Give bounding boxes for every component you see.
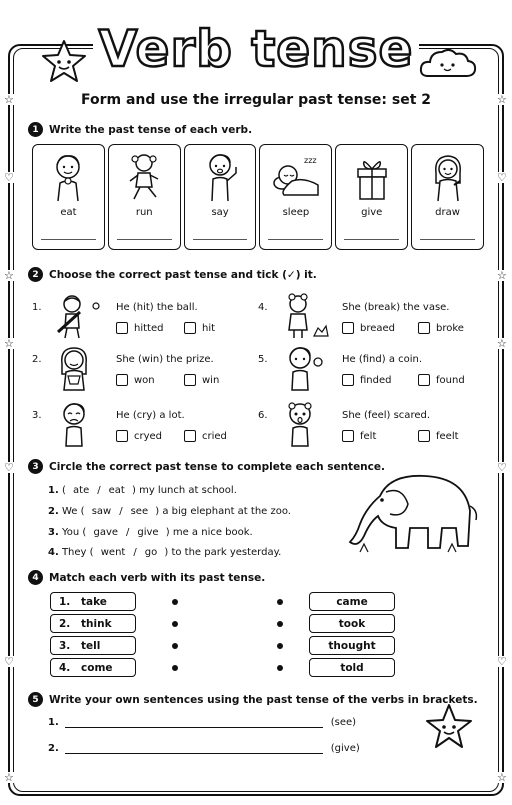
match-dot[interactable] [172, 665, 178, 671]
child-broken-vase-icon [276, 292, 332, 340]
section-number-badge: 4 [28, 570, 43, 585]
child-trophy-icon [50, 344, 106, 392]
star-icon: ☆ [497, 771, 507, 784]
match-dot[interactable] [172, 643, 178, 649]
section5-heading [28, 692, 478, 707]
section-number-badge: 1 [28, 122, 43, 137]
writing-input-line[interactable] [65, 718, 323, 728]
circle-sentence: 2. We ( saw / see ) a big elephant at the zoo. [48, 506, 291, 517]
child-eating-icon [46, 151, 90, 203]
question-number: 4. [258, 302, 268, 313]
child-waving-icon [198, 151, 242, 203]
match-verb-box[interactable]: 1. take [50, 592, 136, 611]
section-number-badge: 5 [28, 692, 43, 707]
choice-word[interactable]: gave [93, 527, 119, 538]
verb-label: draw [435, 207, 460, 218]
star-icon: ☆ [4, 93, 14, 106]
question-number: 5. [258, 354, 268, 365]
option-checkbox[interactable]: win [184, 374, 219, 386]
checkbox[interactable] [342, 430, 354, 442]
option-checkbox[interactable]: found [418, 374, 465, 386]
question-item [32, 300, 252, 350]
verb-card-run [108, 144, 181, 250]
answer-line[interactable] [344, 239, 399, 240]
option-checkbox[interactable]: felt [342, 430, 376, 442]
option-checkbox[interactable]: cryed [116, 430, 162, 442]
verb-card-give [335, 144, 408, 250]
choice-word[interactable]: go [144, 547, 158, 558]
match-verb-box[interactable]: 3. tell [50, 636, 136, 655]
choice-word[interactable]: give [137, 527, 159, 538]
star-icon: ☆ [4, 337, 14, 350]
circle-sentence: 3. You ( gave / give ) me a nice book. [48, 527, 253, 538]
star-icon: ☆ [497, 269, 507, 282]
heart-icon: ♡ [4, 655, 14, 668]
child-batting-icon [50, 292, 106, 340]
verb-label: eat [60, 207, 77, 218]
smiling-cloud-icon [418, 44, 478, 80]
writing-line: 1. (see) [48, 717, 357, 728]
heart-icon: ♡ [497, 171, 507, 184]
choice-word[interactable]: eat [108, 485, 125, 496]
sleep-zzz: zzz [303, 156, 317, 165]
child-running-icon [122, 151, 166, 203]
answer-line[interactable] [420, 239, 475, 240]
match-past-box[interactable]: came [309, 592, 395, 611]
question-sentence: He (cry) a lot. [116, 410, 185, 421]
question-number: 1. [32, 302, 42, 313]
match-dot[interactable] [172, 621, 178, 627]
circle-sentence: 1. ( ate / eat ) my lunch at school. [48, 485, 237, 496]
checkbox[interactable] [418, 430, 430, 442]
option-checkbox[interactable]: feelt [418, 430, 459, 442]
match-dot[interactable] [172, 599, 178, 605]
section-number-badge: 2 [28, 267, 43, 282]
match-past-box[interactable]: took [309, 614, 395, 633]
choice-word[interactable]: see [130, 506, 149, 517]
question-item [258, 408, 478, 458]
section1-instruction: Write the past tense of each verb. [49, 123, 253, 136]
checkbox[interactable] [342, 374, 354, 386]
question-number: 6. [258, 410, 268, 421]
answer-line[interactable] [193, 239, 248, 240]
child-sleeping-icon [268, 151, 324, 203]
section-number-badge: 3 [28, 459, 43, 474]
question-number: 3. [32, 410, 42, 421]
question-number: 2. [32, 354, 42, 365]
star-icon: ☆ [497, 337, 507, 350]
checkbox[interactable] [184, 374, 196, 386]
checkbox[interactable] [418, 374, 430, 386]
question-sentence: She (break) the vase. [342, 302, 450, 313]
section3-instruction: Circle the correct past tense to complete each sentence. [49, 460, 385, 473]
writing-line: 2. (give) [48, 743, 360, 754]
verb-label: sleep [282, 207, 310, 218]
question-sentence: She (win) the prize. [116, 354, 214, 365]
question-sentence: She (feel) scared. [342, 410, 431, 421]
child-drawing-icon [426, 151, 470, 203]
section2-instruction: Choose the correct past tense and tick (✓) it. [49, 268, 317, 281]
gift-box-icon [350, 151, 394, 203]
match-dot[interactable] [277, 643, 283, 649]
match-dot[interactable] [277, 621, 283, 627]
star-icon: ☆ [497, 93, 507, 106]
page-title: Verb tense [93, 14, 420, 84]
verb-card-draw [411, 144, 484, 250]
verb-cards [32, 144, 484, 250]
star-icon: ☆ [4, 771, 14, 784]
smiling-star-icon [424, 702, 474, 752]
child-scared-icon [276, 400, 332, 448]
answer-line[interactable] [117, 239, 172, 240]
elephant-icon [330, 466, 480, 558]
match-verb-box[interactable]: 4. come [50, 658, 136, 677]
checkbox[interactable] [116, 322, 128, 334]
writing-input-line[interactable] [65, 744, 323, 754]
checkbox[interactable] [342, 322, 354, 334]
match-past-box[interactable]: told [309, 658, 395, 677]
question-item [32, 352, 252, 402]
question-sentence: He (hit) the ball. [116, 302, 198, 313]
section4-instruction: Match each verb with its past tense. [49, 571, 266, 584]
checkbox[interactable] [418, 322, 430, 334]
verb-label: say [211, 207, 229, 218]
match-verb-box[interactable]: 2. think [50, 614, 136, 633]
heart-icon: ♡ [4, 171, 14, 184]
option-checkbox[interactable]: broke [418, 322, 464, 334]
checkbox[interactable] [184, 430, 196, 442]
option-checkbox[interactable]: finded [342, 374, 391, 386]
match-dot[interactable] [277, 665, 283, 671]
section2-heading [28, 267, 317, 282]
child-coin-icon [276, 344, 332, 392]
choice-word[interactable]: went [100, 547, 126, 558]
child-crying-icon [50, 400, 106, 448]
option-checkbox[interactable]: cried [184, 430, 227, 442]
match-past-box[interactable]: thought [309, 636, 395, 655]
question-item [258, 300, 478, 350]
smiling-star-icon [40, 38, 88, 86]
answer-line[interactable] [268, 239, 323, 240]
heart-icon: ♡ [497, 461, 507, 474]
verb-card-eat [32, 144, 105, 250]
star-icon: ☆ [4, 269, 14, 282]
choice-word[interactable]: ate [73, 485, 90, 496]
verb-label: give [361, 207, 383, 218]
option-checkbox[interactable]: hit [184, 322, 215, 334]
page-subtitle: Form and use the irregular past tense: set 2 [80, 92, 432, 108]
section1-heading [28, 122, 252, 137]
question-item [258, 352, 478, 402]
section4-heading [28, 570, 265, 585]
match-dot[interactable] [277, 599, 283, 605]
option-checkbox[interactable]: breaed [342, 322, 395, 334]
option-checkbox[interactable]: won [116, 374, 155, 386]
checkbox[interactable] [116, 430, 128, 442]
question-item [32, 408, 252, 458]
heart-icon: ♡ [497, 655, 507, 668]
verb-card-say [184, 144, 257, 250]
answer-line[interactable] [41, 239, 96, 240]
choice-word[interactable]: saw [91, 506, 112, 517]
heart-icon: ♡ [4, 461, 14, 474]
checkbox[interactable] [184, 322, 196, 334]
checkbox[interactable] [116, 374, 128, 386]
question-sentence: He (find) a coin. [342, 354, 423, 365]
section5-instruction: Write your own sentences using the past tense of the verbs in brackets. [49, 693, 478, 706]
option-checkbox[interactable]: hitted [116, 322, 163, 334]
verb-label: run [135, 207, 153, 218]
circle-sentence: 4. They ( went / go ) to the park yesterday. [48, 547, 282, 558]
verb-card-sleep [259, 144, 332, 250]
